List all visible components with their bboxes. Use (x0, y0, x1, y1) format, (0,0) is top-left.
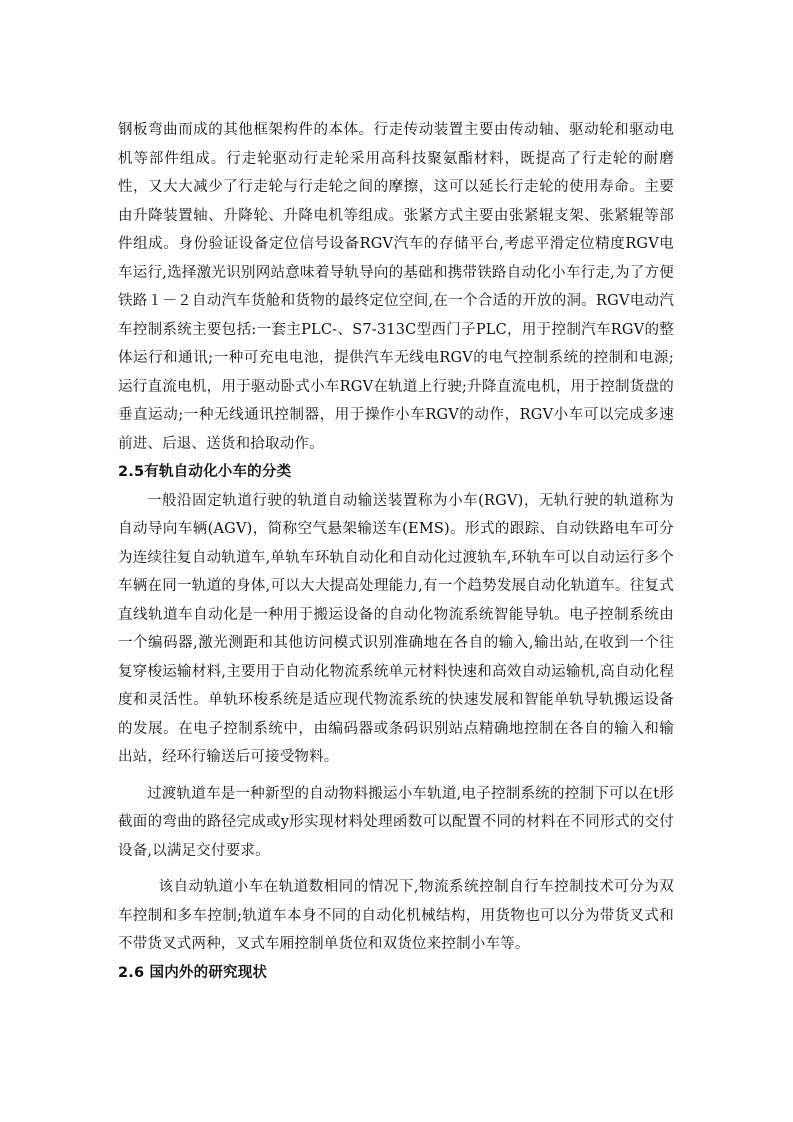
section-heading-2-6: 2.6 国内外的研究现状 (118, 964, 268, 981)
document-body (118, 116, 674, 987)
body-paragraph-rail-vehicle-types: 一般沿固定轨道行驶的轨道自动输送装置称为小车(RGV)，无轨行驶的轨道称为自动导向车辆(AGV)，简称空气悬架输送车(EMS)。形式的跟踪、自动铁路电车可分为连续往复自动轨道车,单轨车环轨自动化和自动化过渡轨车,环轨车可以自动运行多个车辆在同一轨道的身体,可以大大提高处理能力,有一个趋势发展自动化轨道车。往复式直线轨道车自动化是一种用于搬运设备的自动化物流系统智能导轨。电子控制系统由一个编码器,激光测距和其他访问模式识别准确地在各自的输入,输出站,在收到一个往复穿梭运输材料,主要用于自动化物流系统单元材料快速和高效自动运输机,高自动化程度和灵活性。单轨环梭系统是适应现代物流系统的快速发展和智能单轨导轨搬运设备的发展。在电子控制系统中，由编码器或条码识别站点精确地控制在各自的输入和输出站，经环行输送后可接受物料。 (118, 492, 674, 765)
body-paragraph-control-classification: 该自动轨道小车在轨道数相同的情况下,物流系统控制自行车控制技术可分为双车控制和多车控制;轨道车本身不同的自动化机械结构，用货物也可以分为带货叉式和不带货叉式两种，叉式车厢控制单货位和双货位来控制小车等。 (118, 879, 674, 952)
paragraph-spacer (118, 865, 674, 873)
paragraph-spacer (118, 772, 674, 780)
document-page (118, 0, 674, 1122)
body-paragraph-rgv-structure: 钢板弯曲而成的其他框架构件的本体。行走传动装置主要由传动轴、驱动轮和驱动电机等部件组成。行走轮驱动行走轮采用高科技聚氨酯材料，既提高了行走轮的耐磨性，又大大减少了行走轮与行走轮之间的摩擦，这可以延长行走轮的使用寿命。主要由升降装置轴、升降轮、升降电机等组成。张紧方式主要由张紧辊支架、张紧辊等部件组成。身份验证设备定位信号设备RGV汽车的存储平台,考虑平滑定位精度RGV电车运行,选择激光识别网站意味着导轨导向的基础和携带铁路自动化小车行走,为了方便铁路１－２自动汽车货舱和货物的最终定位空间,在一个合适的开放的洞。RGV电动汽车控制系统主要包括:一套主PLC-、S7-313C型西门子PLC，用于控制汽车RGV的整体运行和通讯;一种可充电电池，提供汽车无线电RGV的电气控制系统的控制和电源;运行直流电机，用于驱动卧式小车RGV在轨道上行驶;升降直流电机，用于控制货盘的垂直运动;一种无线通讯控制器，用于操作小车RGV的动作，RGV小车可以完成多速前进、后退、送货和拾取动作。 (118, 122, 674, 452)
section-heading-2-5: 2.5有轨自动化小车的分类 (118, 464, 292, 480)
body-paragraph-transition-rail-car: 过渡轨道车是一种新型的自动物料搬运小车轨道,电子控制系统的控制下可以在t形截面的弯曲的路径完成或y形实现材料处理函数可以配置不同的材料在不同形式的交付设备,以满足交付要求。 (118, 785, 674, 859)
